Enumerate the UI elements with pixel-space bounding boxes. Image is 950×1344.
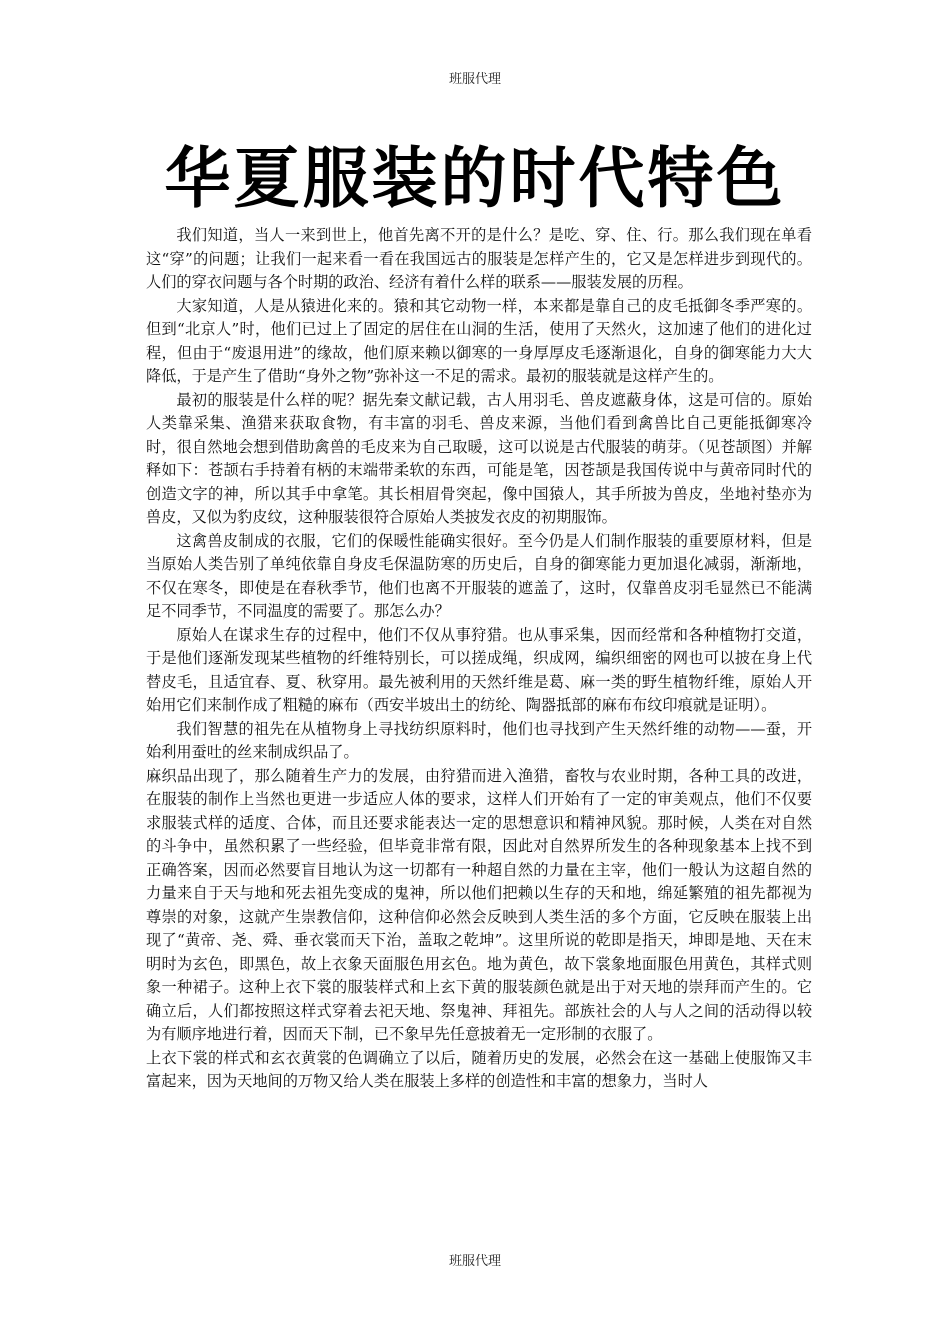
paragraph-1: 我们知道，当人一来到世上，他首先离不开的是什么？是吃、穿、住、行。那么我们现在单看这“穿”的问题；让我们一起来看一看在我国远古的服装是怎样产生的，它又是怎样进步到现代的。人们的穿衣问题与各个时期的政治、经济有着什么样的联系——服装发展的历程。 (146, 226, 812, 291)
paragraph-3: 最初的服装是什么样的呢？据先秦文献记载，古人用羽毛、兽皮遮蔽身体，这是可信的。原始人类靠采集、渔猎来获取食物，有丰富的羽毛、兽皮来源，当他们看到禽兽比自己更能抵御寒冷时，很自然地会想到借助禽兽的毛皮来为自己取暖，这可以说是古代服装的萌芽。（见苍颉图）并解释如下：苍颉右手持着有柄的末端带柔软的东西，可能是笔，因苍颉是我国传说中与黄帝同时代的创造文字的神，所以其手中拿笔。其长相眉骨突起，像中国猿人，其手所披为兽皮，坐地衬垫亦为兽皮，又似为豹皮纹，这种服装很符合原始人类披发衣皮的初期服饰。 (146, 390, 812, 526)
page-header: 班服代理 (448, 72, 501, 87)
paragraph-5: 原始人在谋求生存的过程中，他们不仅从事狩猎。也从事采集，因而经常和各种植物打交道，于是他们逐渐发现某些植物的纤维特别长，可以搓成绳，织成网，编织细密的网也可以披在身上代替皮毛，且适宜春、夏、秋穿用。最先被利用的天然纤维是葛、麻一类的野生植物纤维，原始人开始用它们来制作成了粗糙的麻布（西安半坡出土的纺纶、陶器抵部的麻布布纹印痕就是证明）。 (146, 625, 812, 714)
document-body (146, 224, 812, 1094)
paragraph-8: 上衣下裳的样式和玄衣黄裳的色调确立了以后，随着历史的发展，必然会在这一基础上使服饰又丰富起来，因为天地间的万物又给人类在服装上多样的创造性和丰富的想象力，当时人 (146, 1048, 812, 1090)
document-title: 华夏服装的时代特色 (164, 140, 786, 217)
paragraph-4: 这禽兽皮制成的衣服，它们的保暖性能确实很好。至今仍是人们制作服装的重要原材料，但是当原始人类告别了单纯依靠自身皮毛保温防寒的历史后，自身的御寒能力更加退化减弱，渐渐地，不仅在寒冬，即使是在春秋季节，他们也离不开服装的遮盖了，这时，仅靠兽皮羽毛显然已不能满足不同季节，不同温度的需要了。那怎么办？ (146, 531, 812, 620)
paragraph-2: 大家知道，人是从猿进化来的。猿和其它动物一样，本来都是靠自己的皮毛抵御冬季严寒的。但到“北京人”时，他们已过上了固定的居住在山洞的生活，使用了天然火，这加速了他们的进化过程，但由于“废退用进”的缘故，他们原来赖以御寒的一身厚厚皮毛逐渐退化，自身的御寒能力大大降低，于是产生了借助“身外之物”弥补这一不足的需求。最初的服装就是这样产生的。 (146, 296, 812, 385)
paragraph-6: 我们智慧的祖先在从植物身上寻找纺织原料时，他们也寻找到产生天然纤维的动物——蚕，开始利用蚕吐的丝来制成织品了。 (146, 719, 812, 761)
paragraph-7: 麻织品出现了，那么随着生产力的发展，由狩猎而进入渔猎，畜牧与农业时期，各种工具的改进，在服装的制作上当然也更进一步适应人体的要求，这样人们开始有了一定的审美观点，他们不仅要求服装式样的适度、合体，而且还要求能表达一定的思想意识和精神风貌。那时候，人类在对自然的斗争中，虽然积累了一些经验，但毕竟非常有限，因此对自然界所发生的各种现象基本上找不到正确答案，因而必然要盲目地认为这一切都有一种超自然的力量在主宰，他们一般认为这超自然的力量来自于天与地和死去祖先变成的鬼神，所以他们把赖以生存的天和地，绵延繁殖的祖先都视为尊崇的对象，这就产生崇教信仰，这种信仰必然会反映到人类生活的多个方面，它反映在服装上出现了“黄帝、尧、舜、垂衣裳而天下治，盖取之乾坤”。这里所说的乾即是指天，坤即是地、天在末明时为玄色，即黑色，故上衣象天面服色用玄色。地为黄色，故下裳象地面服色用黄色，其样式则象一种裙子。这种上衣下裳的服装样式和上玄下黄的服装颜色就是出于对天地的崇拜而产生的。它确立后，人们都按照这样式穿着去祀天地、祭鬼神、拜祖先。部族社会的人与人之间的活动得以较为有顺序地进行着，因而天下制，已不象早先任意披着无一定形制的衣服了。 (146, 766, 812, 1043)
page-footer: 班服代理 (448, 1254, 501, 1269)
